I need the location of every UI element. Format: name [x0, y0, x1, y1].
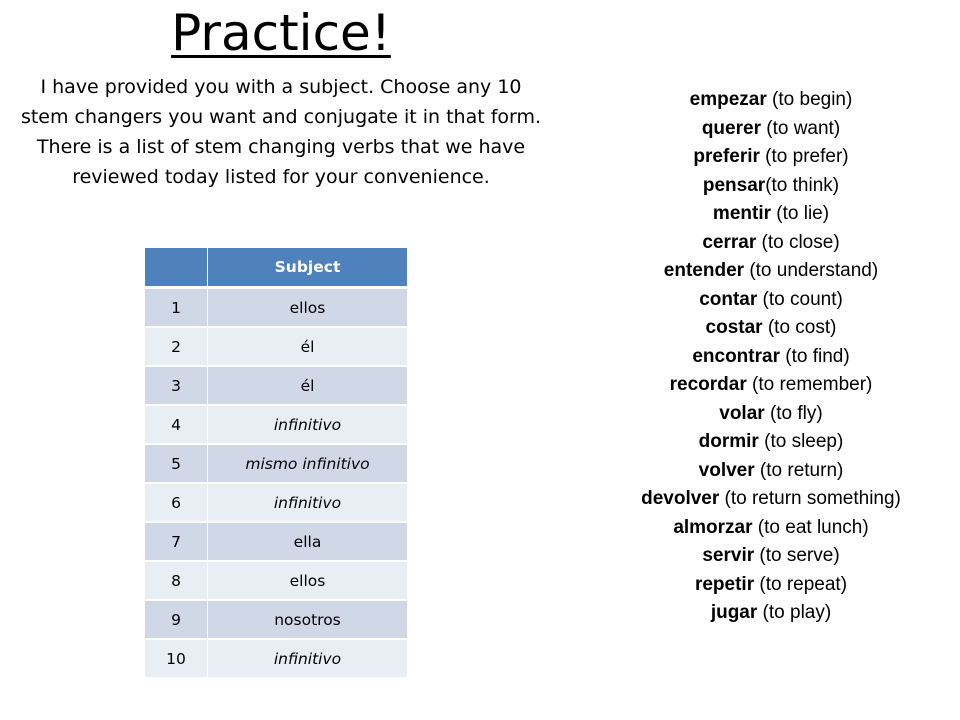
verb-list-item	[598, 143, 944, 172]
table-row	[145, 327, 408, 366]
table-row	[145, 561, 408, 600]
row-subject-cell: infinitivo	[208, 405, 408, 444]
verb-meaning: (to repeat)	[754, 573, 848, 595]
verb-name: recordar	[669, 374, 747, 395]
verb-name: querer	[701, 117, 761, 139]
verb-name: volar	[719, 402, 765, 424]
row-subject-cell: nosotros	[208, 600, 408, 639]
table-row	[145, 366, 408, 405]
verb-meaning: (to count)	[757, 288, 843, 310]
row-subject-cell: él	[208, 327, 408, 366]
verb-list-item	[598, 115, 944, 144]
verb-list-item	[598, 514, 944, 543]
row-subject-cell: infinitivo	[208, 639, 408, 678]
verb-meaning: (to begin)	[766, 89, 853, 110]
row-number-cell: 5	[145, 444, 208, 483]
row-number-cell: 6	[145, 483, 208, 522]
verb-meaning: (to eat lunch)	[752, 516, 869, 538]
verb-name: dormir	[698, 431, 759, 452]
verb-list-item	[598, 286, 944, 315]
verb-list-item	[598, 571, 944, 600]
verb-list-item	[598, 200, 944, 229]
verb-list	[598, 86, 944, 628]
verb-name: contar	[699, 288, 758, 310]
verb-name: jugar	[710, 602, 758, 623]
verb-name: mentir	[712, 203, 771, 224]
subject-table	[144, 248, 408, 679]
verb-meaning: (to want)	[760, 117, 841, 139]
verb-list-item	[598, 229, 944, 258]
row-number-cell: 3	[145, 366, 208, 405]
verb-list-item	[598, 371, 944, 400]
verb-name: volver	[698, 459, 755, 481]
table-row	[145, 600, 408, 639]
table-row	[145, 522, 408, 561]
header-number-cell	[145, 248, 208, 288]
row-subject-cell: ellos	[208, 288, 408, 328]
row-number-cell: 9	[145, 600, 208, 639]
table-header-row	[145, 248, 408, 288]
slide-title: Practice!	[171, 4, 391, 62]
verb-meaning: (to fly)	[764, 402, 823, 424]
verb-meaning: (to serve)	[754, 545, 840, 566]
row-number-cell: 1	[145, 288, 208, 328]
row-subject-cell: infinitivo	[208, 483, 408, 522]
verb-list-item	[598, 400, 944, 429]
row-subject-cell: ella	[208, 522, 408, 561]
verb-name: encontrar	[692, 345, 780, 367]
verb-meaning: (to close)	[756, 231, 840, 253]
table-row	[145, 483, 408, 522]
verb-name: empezar	[689, 89, 767, 110]
verb-meaning: (to cost)	[762, 317, 837, 338]
verb-list-item	[598, 542, 944, 571]
verb-name: repetir	[694, 573, 755, 595]
verb-meaning: (to prefer)	[759, 146, 849, 167]
verb-list-item	[598, 257, 944, 286]
verb-name: almorzar	[673, 516, 753, 538]
table-row	[145, 288, 408, 328]
row-subject-cell: él	[208, 366, 408, 405]
verb-name: servir	[702, 545, 755, 566]
verb-meaning: (to find)	[779, 345, 850, 367]
row-number-cell: 2	[145, 327, 208, 366]
verb-meaning: (to lie)	[771, 203, 830, 224]
verb-meaning: (to return)	[754, 459, 844, 481]
verb-list-item	[598, 86, 944, 115]
verb-list-item	[598, 314, 944, 343]
instructions-text: I have provided you with a subject. Choose any 10 stem changers you want and conjugate it in that form. There is a list of stem changing verbs that we have reviewed today listed for your convenience.	[20, 76, 542, 188]
row-subject-cell: mismo infinitivo	[208, 444, 408, 483]
verb-name: pensar	[702, 174, 766, 196]
verb-name: devolver	[641, 488, 720, 509]
verb-name: costar	[705, 317, 763, 338]
verb-list-item	[598, 599, 944, 628]
verb-list-item	[598, 428, 944, 457]
verb-meaning: (to sleep)	[758, 431, 844, 452]
verb-list-item	[598, 172, 944, 201]
row-subject-cell: ellos	[208, 561, 408, 600]
verb-list-item	[598, 343, 944, 372]
verb-meaning: (to think)	[765, 174, 840, 196]
table-body	[145, 288, 408, 679]
verb-meaning: (to remember)	[746, 374, 873, 395]
verb-meaning: (to play)	[757, 602, 832, 623]
row-number-cell: 4	[145, 405, 208, 444]
row-number-cell: 8	[145, 561, 208, 600]
verb-meaning: (to understand)	[744, 260, 879, 281]
table-row	[145, 405, 408, 444]
verb-name: preferir	[693, 146, 760, 167]
table-row	[145, 639, 408, 678]
row-number-cell: 7	[145, 522, 208, 561]
header-subject-cell: Subject	[208, 248, 408, 288]
verb-list-item	[598, 485, 944, 514]
verb-list-item	[598, 457, 944, 486]
verb-name: cerrar	[702, 231, 757, 253]
verb-meaning: (to return something)	[719, 488, 901, 509]
table-row	[145, 444, 408, 483]
row-number-cell: 10	[145, 639, 208, 678]
verb-name: entender	[663, 260, 745, 281]
